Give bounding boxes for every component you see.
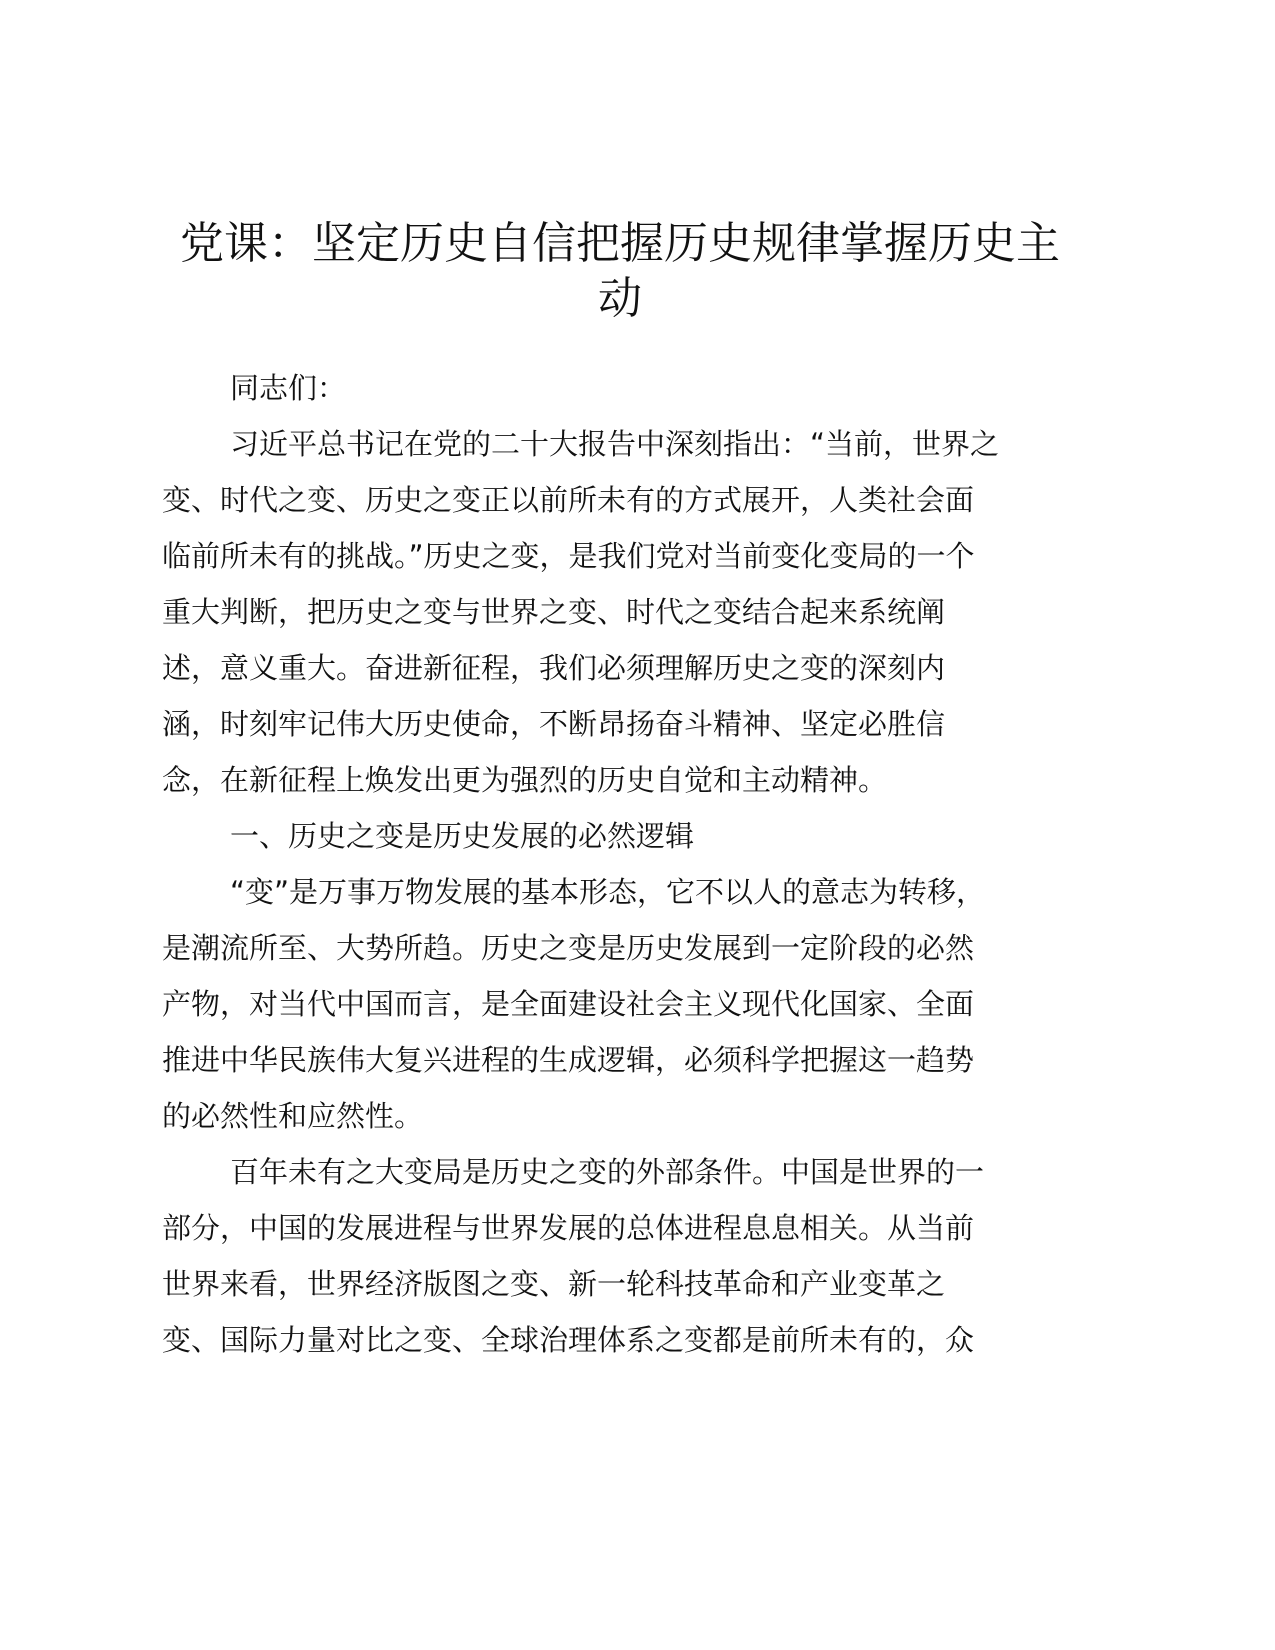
paragraph-line: 重大判断，把历史之变与世界之变、时代之变结合起来系统阐	[162, 595, 946, 629]
paragraph-line: 念，在新征程上焕发出更为强烈的历史自觉和主动精神。	[162, 763, 888, 797]
paragraph-2	[162, 864, 1107, 1144]
paragraph-line: 涵，时刻牢记伟大历史使命，不断昂扬奋斗精神、坚定必胜信	[162, 707, 946, 741]
section-heading: 一、历史之变是历史发展的必然逻辑	[230, 819, 695, 853]
title-line-1: 党课：坚定历史自信把握历史规律掌握历史主	[180, 218, 1060, 269]
paragraph-line: “变”是万事万物发展的基本形态，它不以人的意志为转移，	[230, 875, 986, 909]
paragraph-line: 百年未有之大变局是历史之变的外部条件。中国是世界的一	[230, 1155, 985, 1189]
paragraph-line: 的必然性和应然性。	[162, 1099, 424, 1133]
paragraph-line: 世界来看，世界经济版图之变、新一轮科技革命和产业变革之	[162, 1267, 946, 1301]
paragraph-line: 述，意义重大。奋进新征程，我们必须理解历史之变的深刻内	[162, 651, 946, 685]
paragraph-line: 变、时代之变、历史之变正以前所未有的方式展开，人类社会面	[162, 483, 975, 517]
document-body	[162, 360, 1107, 1368]
paragraph-1	[162, 416, 1107, 808]
paragraph-line: 部分，中国的发展进程与世界发展的总体进程息息相关。从当前	[162, 1211, 975, 1245]
document-title	[170, 216, 1070, 326]
paragraph-3	[162, 1144, 1107, 1368]
paragraph-line: 变、国际力量对比之变、全球治理体系之变都是前所未有的，众	[162, 1323, 975, 1357]
paragraph-line: 习近平总书记在党的二十大报告中深刻指出：“当前，世界之	[230, 427, 1000, 461]
paragraph-line: 临前所未有的挑战。”历史之变，是我们党对当前变化变局的一个	[162, 539, 975, 573]
title-line-2: 动	[598, 273, 642, 324]
paragraph-line: 是潮流所至、大势所趋。历史之变是历史发展到一定阶段的必然	[162, 931, 975, 965]
paragraph-line: 产物，对当代中国而言，是全面建设社会主义现代化国家、全面	[162, 987, 975, 1021]
greeting: 同志们：	[230, 371, 347, 405]
paragraph-line: 推进中华民族伟大复兴进程的生成逻辑，必须科学把握这一趋势	[162, 1043, 975, 1077]
